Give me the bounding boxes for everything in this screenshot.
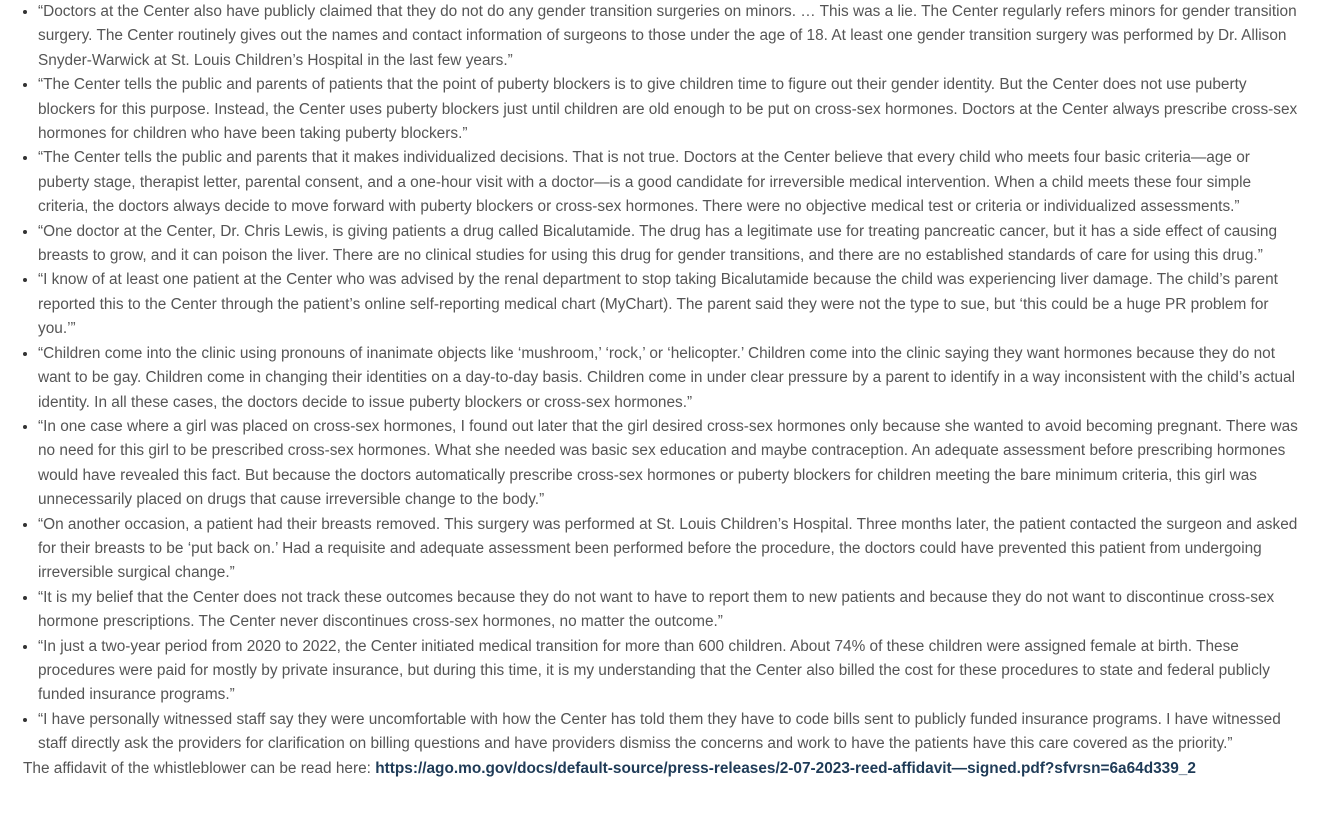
list-item: • “On another occasion, a patient had their breasts removed. This surgery was performed at St. Louis Children’s Hospital. Three months later, the patient contacted the surgeon and asked for their breasts to be ‘put back on.’ Had a requisite and adequate assessment been performed before the procedure, the doctors could have prevented this patient from undergoing irreversible surgical change.” — [38, 513, 1303, 586]
affidavit-paragraph — [23, 757, 1303, 781]
list-item: • “In one case where a girl was placed on cross-sex hormones, I found out later that the girl desired cross-sex hormones only because she wanted to avoid becoming pregnant. There was no need for this girl to be prescribed cross-sex hormones. What she needed was basic sex education and maybe contraception. An adequate assessment before prescribing hormones would have revealed this fact. But because the doctors automatically prescribe cross-sex hormones or puberty blockers for children meeting the bare minimum criteria, this girl was unnecessarily placed on drugs that cause irreversible change to the body.” — [38, 415, 1303, 513]
list-item: • “In just a two-year period from 2020 to 2022, the Center initiated medical transition for more than 600 children. About 74% of these children were assigned female at birth. These procedures were paid for mostly by private insurance, but during this time, it is my understanding that the Center also billed the cost for these procedures to state and federal publicly funded insurance programs.” — [38, 635, 1303, 708]
list-item: • “One doctor at the Center, Dr. Chris Lewis, is giving patients a drug called Bicalutamide. The drug has a legitimate use for treating pancreatic cancer, but it has a side effect of causing breasts to grow, and it can poison the liver. There are no clinical studies for using this drug for gender transitions, and there are no established standards of care for using this drug.” — [38, 220, 1303, 269]
list-item: • “The Center tells the public and parents of patients that the point of puberty blockers is to give children time to figure out their gender identity. But the Center does not use puberty blockers for this purpose. Instead, the Center uses puberty blockers just until children are old enough to be put on cross-sex hormones. Doctors at the Center always prescribe cross-sex hormones for children who have been taking puberty blockers.” — [38, 73, 1303, 146]
list-item: • “It is my belief that the Center does not track these outcomes because they do not want to have to report them to new patients and because they do not want to discontinue cross-sex hormone prescriptions. The Center never discontinues cross-sex hormones, no matter the outcome.” — [38, 586, 1303, 635]
list-item: • “I know of at least one patient at the Center who was advised by the renal department to stop taking Bicalutamide because the child was experiencing liver damage. The child’s parent reported this to the Center through the patient’s online self-reporting medical chart (MyChart). The parent said they were not the type to sue, but ‘this could be a huge PR problem for you.’” — [38, 268, 1303, 341]
list-item: • “Children come into the clinic using pronouns of inanimate objects like ‘mushroom,’ ‘rock,’ or ‘helicopter.’ Children come into the clinic saying they want hormones because they do not want to be gay. Children come in changing their identities on a day-to-day basis. Children come in under clear pressure by a parent to identify in a way inconsistent with the child’s actual identity. In all these cases, the doctors decide to issue puberty blockers or cross-sex hormones.” — [38, 342, 1303, 415]
list-item: • “I have personally witnessed staff say they were uncomfortable with how the Center has told them they have to code bills sent to publicly funded insurance programs. I have witnessed staff directly ask the providers for clarification on billing questions and have providers dismiss the concerns and work to have the patients have this care covered as the priority.” — [38, 708, 1303, 757]
list-item: • “Doctors at the Center also have publicly claimed that they do not do any gender transition surgeries on minors. … This was a lie. The Center regularly refers minors for gender transition surgery. The Center routinely gives out the names and contact information of surgeons to those under the age of 18. At least one gender transition surgery was performed by Dr. Allison Snyder-Warwick at St. Louis Children’s Hospital in the last few years.” — [38, 0, 1303, 73]
list-item: • “The Center tells the public and parents that it makes individualized decisions. That is not true. Doctors at the Center believe that every child who meets four basic criteria—age or puberty stage, therapist letter, parental consent, and a one-hour visit with a doctor—is a good candidate for irreversible medical intervention. When a child meets these four simple criteria, the doctors always decide to move forward with puberty blockers or cross-sex hormones. There were no objective medical test or criteria or individualized assessments.” — [38, 146, 1303, 219]
affidavit-lead-text: The affidavit of the whistleblower can be read here: — [23, 759, 376, 777]
affidavit-link[interactable]: https://ago.mo.gov/docs/default-source/press-releases/2-07-2023-reed-affidavit—signed.pdf?sfvrsn=6a64d339_2 — [375, 759, 1196, 777]
quote-list — [23, 0, 1303, 757]
